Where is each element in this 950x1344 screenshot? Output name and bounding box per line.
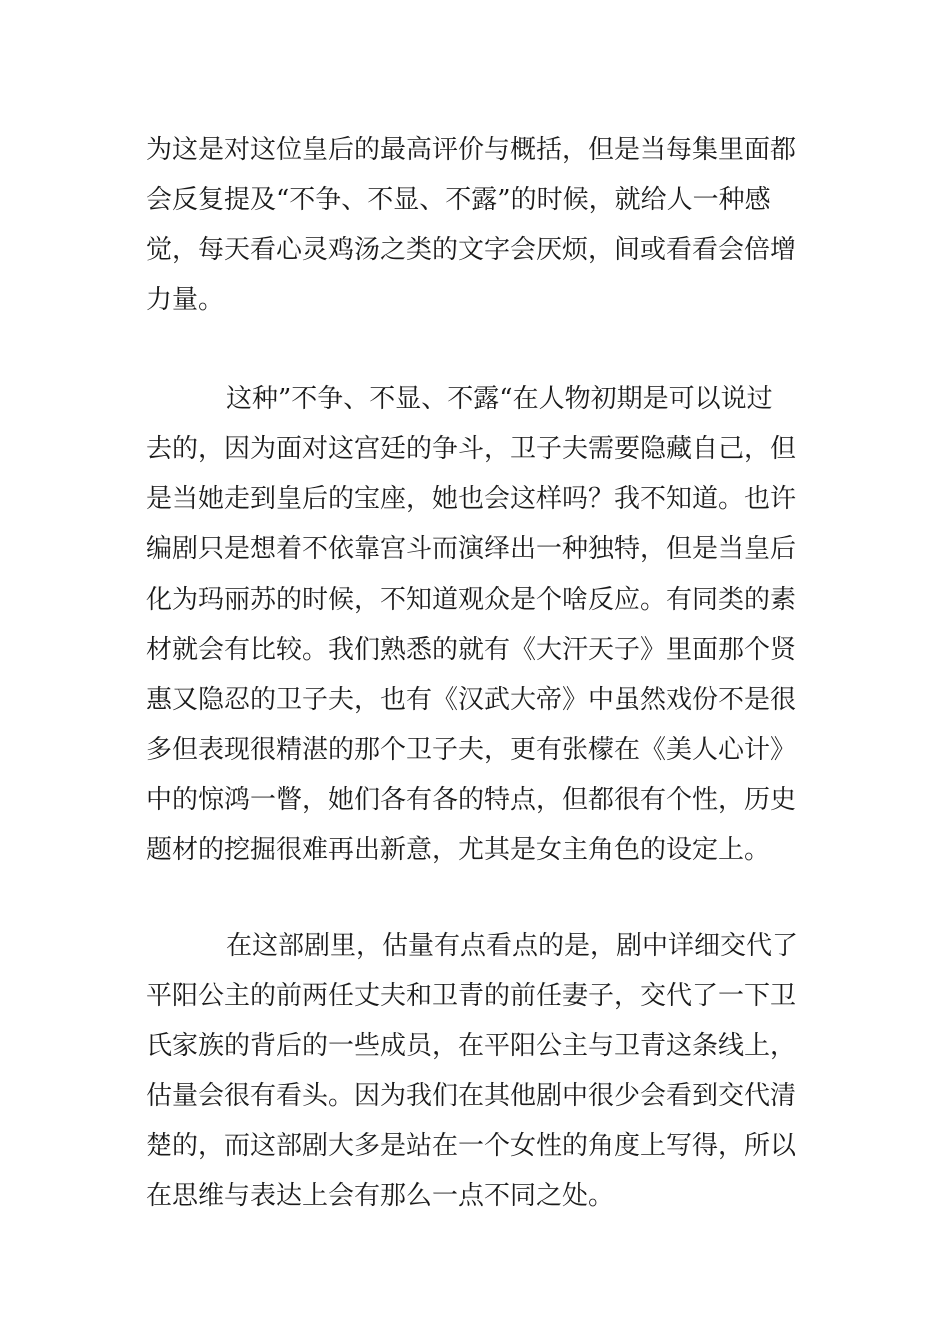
text-line: 平阳公主的前两任丈夫和卫青的前任妻子，交代了一下卫 — [146, 981, 797, 1011]
text-line: 题材的挖掘很难再出新意，尤其是女主角色的设定上。 — [146, 835, 771, 865]
text-line: 楚的，而这部剧大多是站在一个女性的角度上写得，所以 — [146, 1131, 797, 1161]
text-line: 为这是对这位皇后的最高评价与概括，但是当每集里面都 — [146, 135, 797, 165]
text-line: 这种”不争、不显、不露“在人物初期是可以说过 — [226, 384, 773, 414]
text-line: 是当她走到皇后的宝座，她也会这样吗？我不知道。也许 — [146, 484, 797, 514]
text-line: 在这部剧里，估量有点看点的是，剧中详细交代了 — [226, 931, 799, 961]
text-line: 觉，每天看心灵鸡汤之类的文字会厌烦，间或看看会倍增 — [146, 235, 797, 265]
text-line: 氏家族的背后的一些成员，在平阳公主与卫青这条线上， — [146, 1031, 797, 1061]
text-line: 多但表现很精湛的那个卫子夫，更有张檬在《美人心计》 — [146, 735, 797, 765]
text-line: 力量。 — [146, 285, 225, 315]
text-line: 在思维与表达上会有那么一点不同之处。 — [146, 1181, 615, 1211]
text-line: 估量会很有看头。因为我们在其他剧中很少会看到交代清 — [146, 1081, 797, 1111]
text-line: 去的，因为面对这宫廷的争斗，卫子夫需要隐藏自己，但 — [146, 434, 797, 464]
text-line: 材就会有比较。我们熟悉的就有《大汗天子》里面那个贤 — [146, 635, 797, 665]
text-line: 惠又隐忍的卫子夫，也有《汉武大帝》中虽然戏份不是很 — [146, 685, 797, 715]
text-line: 中的惊鸿一瞥，她们各有各的特点，但都很有个性，历史 — [146, 785, 797, 815]
text-line: 编剧只是想着不依靠宫斗而演绎出一种独特，但是当皇后 — [146, 534, 797, 564]
text-line: 化为玛丽苏的时候，不知道观众是个啥反应。有同类的素 — [146, 585, 797, 615]
text-line: 会反复提及“不争、不显、不露”的时候，就给人一种感 — [146, 185, 771, 215]
